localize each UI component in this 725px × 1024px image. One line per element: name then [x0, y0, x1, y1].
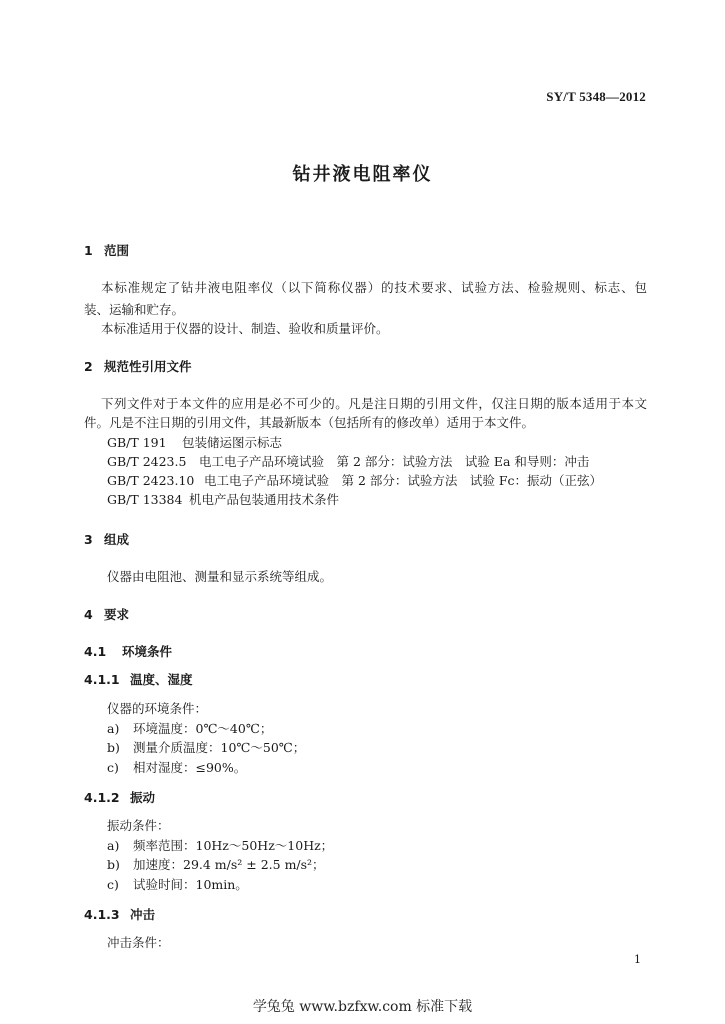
list-marker: a) — [107, 721, 120, 736]
list-text: 环境温度：0℃～40℃； — [133, 721, 273, 736]
reference-code: GB/T 13384 — [107, 492, 183, 507]
subsection-title: 环境条件 — [122, 644, 173, 659]
reference-item — [107, 452, 589, 470]
section-title: 规范性引用文件 — [104, 359, 192, 374]
list-marker: c) — [107, 760, 119, 775]
subsection-number: 4.1.1 — [84, 672, 120, 687]
reference-title: 包装储运图示标志 — [182, 435, 283, 450]
subsection-4-1-3-heading — [84, 905, 155, 923]
section-4-heading — [84, 605, 129, 623]
paragraph-line: 件。凡是不注日期的引用文件，其最新版本（包括所有的修改单）适用于本文件。 — [84, 415, 535, 430]
section-number: 4 — [84, 607, 93, 622]
subsection-title: 振动 — [130, 790, 156, 805]
reference-item — [107, 490, 339, 508]
subsection-title: 温度、湿度 — [130, 672, 193, 687]
section-number: 2 — [84, 359, 93, 374]
reference-title: 电工电子产品环境试验 第 2 部分：试验方法 试验 Ea 和导则：冲击 — [199, 454, 590, 469]
list-item — [107, 836, 333, 854]
paragraph: 仪器的环境条件： — [107, 701, 208, 716]
list-item — [107, 855, 325, 873]
standard-code: SY/T 5348—2012 — [546, 89, 646, 104]
list-marker: c) — [107, 877, 119, 892]
subsection-4-1-heading — [84, 642, 172, 660]
reference-code: GB/T 191 — [107, 435, 167, 450]
list-text: 试验时间：10min。 — [133, 877, 248, 892]
paragraph-line: 下列文件对于本文件的应用是必不可少的。凡是注日期的引用文件，仅注日期的版本适用于本文 — [101, 396, 647, 411]
subsection-number: 4.1.2 — [84, 790, 120, 805]
paragraph: 冲击条件： — [107, 935, 170, 950]
footer-watermark: 学兔兔 www.bzfxw.com 标准下载 — [252, 999, 473, 1015]
list-item — [107, 875, 248, 893]
reference-item — [107, 433, 282, 451]
paragraph: 本标准适用于仪器的设计、制造、验收和质量评价。 — [101, 321, 389, 336]
list-text: 加速度：29.4 m/s² ± 2.5 m/s²； — [133, 857, 325, 872]
page-number: 1 — [634, 953, 641, 966]
section-title: 组成 — [104, 532, 130, 547]
list-marker: a) — [107, 838, 120, 853]
list-item — [107, 719, 272, 737]
list-text: 相对湿度：≤90%。 — [133, 760, 247, 775]
reference-code: GB/T 2423.5 — [107, 454, 187, 469]
reference-title: 电工电子产品环境试验 第 2 部分：试验方法 试验 Fc：振动（正弦） — [204, 473, 603, 488]
reference-title: 机电产品包装通用技术条件 — [189, 492, 340, 507]
section-1-heading — [84, 241, 129, 259]
list-text: 频率范围：10Hz～50Hz～10Hz； — [133, 838, 334, 853]
section-3-heading — [84, 530, 129, 548]
section-2-heading — [84, 357, 192, 375]
section-number: 1 — [84, 243, 93, 258]
paragraph: 振动条件： — [107, 818, 170, 833]
section-title: 范围 — [104, 243, 130, 258]
paragraph-line: 装、运输和贮存。 — [84, 302, 185, 317]
reference-item — [107, 471, 602, 489]
section-title: 要求 — [104, 607, 130, 622]
list-text: 测量介质温度：10℃～50℃； — [133, 740, 306, 755]
reference-code: GB/T 2423.10 — [107, 473, 195, 488]
list-item — [107, 738, 305, 756]
list-item — [107, 758, 246, 776]
subsection-title: 冲击 — [130, 907, 156, 922]
list-marker: b) — [107, 740, 120, 755]
section-number: 3 — [84, 532, 93, 547]
paragraph: 仪器由电阻池、测量和显示系统等组成。 — [107, 569, 333, 584]
subsection-4-1-1-heading — [84, 670, 193, 688]
subsection-number: 4.1.3 — [84, 907, 120, 922]
list-marker: b) — [107, 857, 120, 872]
document-title: 钻井液电阻率仪 — [292, 164, 433, 185]
subsection-4-1-2-heading — [84, 788, 155, 806]
subsection-number: 4.1 — [84, 644, 107, 659]
paragraph-line: 本标准规定了钻井液电阻率仪（以下简称仪器）的技术要求、试验方法、检验规则、标志、包 — [101, 280, 647, 295]
